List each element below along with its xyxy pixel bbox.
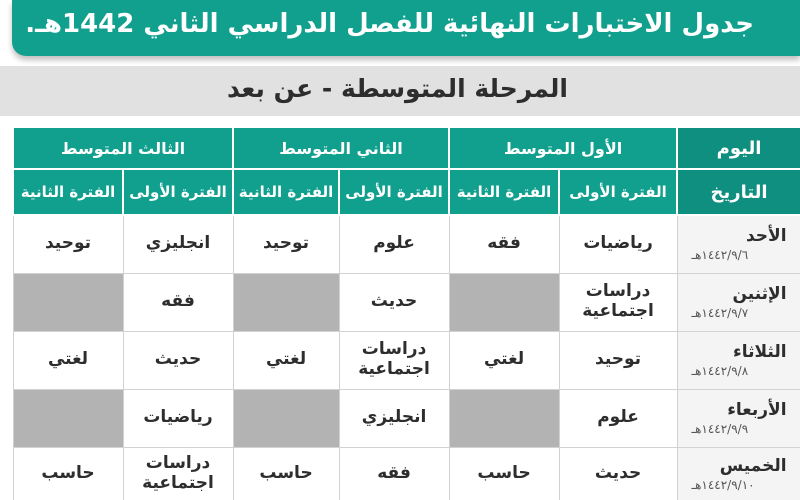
period-header: الفترة الأولى [339,169,449,215]
period-header: الفترة الثانية [449,169,559,215]
group-header-row [13,127,800,169]
subject-cell: فقه [123,273,233,331]
day-cell [677,389,800,447]
table-row [13,273,800,331]
group-header-1: الأول المتوسط [449,127,677,169]
subject-cell: لغتي [449,331,559,389]
subject-cell: حديث [339,273,449,331]
day-date: ١٤٤٢/٩/٨هـ [691,364,749,378]
period-header: الفترة الثانية [13,169,123,215]
subject-cell: رياضيات [123,389,233,447]
day-date: ١٤٤٢/٩/٩هـ [691,422,749,436]
subject-cell: علوم [559,389,677,447]
subtitle-banner [0,66,800,116]
subject-cell: فقه [339,447,449,500]
page-title: جدول الاختبارات النهائية للفصل الدراسي الثاني 1442هـ. [25,9,754,39]
subject-cell: دراسات اجتماعية [559,273,677,331]
subject-cell: توحيد [559,331,677,389]
subject-cell: رياضيات [559,215,677,273]
subject-cell: علوم [339,215,449,273]
empty-cell [449,389,559,447]
day-date: ١٤٤٢/٩/٧هـ [691,306,749,320]
subject-cell: انجليزي [339,389,449,447]
day-cell [677,273,800,331]
subject-cell: توحيد [13,215,123,273]
exam-schedule-table [12,126,800,500]
day-cell [677,447,800,500]
day-name: الخميس [719,456,787,476]
day-name: الثلاثاء [733,342,787,362]
subject-cell: انجليزي [123,215,233,273]
subject-cell: دراسات اجتماعية [339,331,449,389]
subject-cell: حاسب [449,447,559,500]
subject-cell: توحيد [233,215,339,273]
period-header: الفترة الثانية [233,169,339,215]
subject-cell: فقه [449,215,559,273]
period-header-row [13,169,800,215]
empty-cell [449,273,559,331]
period-header: الفترة الأولى [559,169,677,215]
table-row [13,215,800,273]
empty-cell [233,389,339,447]
day-name: الأربعاء [727,400,787,420]
table-row [13,331,800,389]
date-header: التاريخ [677,169,800,215]
day-cell [677,331,800,389]
day-header: اليوم [677,127,800,169]
group-header-3: الثالث المتوسط [13,127,233,169]
subject-cell: حاسب [13,447,123,500]
subject-cell: حديث [123,331,233,389]
group-header-2: الثاني المتوسط [233,127,449,169]
day-date: ١٤٤٢/٩/٦هـ [691,248,749,263]
title-banner [12,0,800,56]
subject-cell: حديث [559,447,677,500]
day-name: الأحد [745,226,787,247]
day-name: الإثنين [732,284,787,304]
subject-cell: حاسب [233,447,339,500]
subject-cell: دراسات اجتماعية [123,447,233,500]
period-header: الفترة الأولى [123,169,233,215]
empty-cell [233,273,339,331]
day-date: ١٤٤٢/٩/١٠هـ [691,478,755,492]
page-subtitle: المرحلة المتوسطة - عن بعد [226,74,568,103]
subject-cell: لغتي [13,331,123,389]
empty-cell [13,389,123,447]
table-row [13,389,800,447]
subject-cell: لغتي [233,331,339,389]
table-row [13,447,800,500]
day-cell [677,215,800,273]
empty-cell [13,273,123,331]
